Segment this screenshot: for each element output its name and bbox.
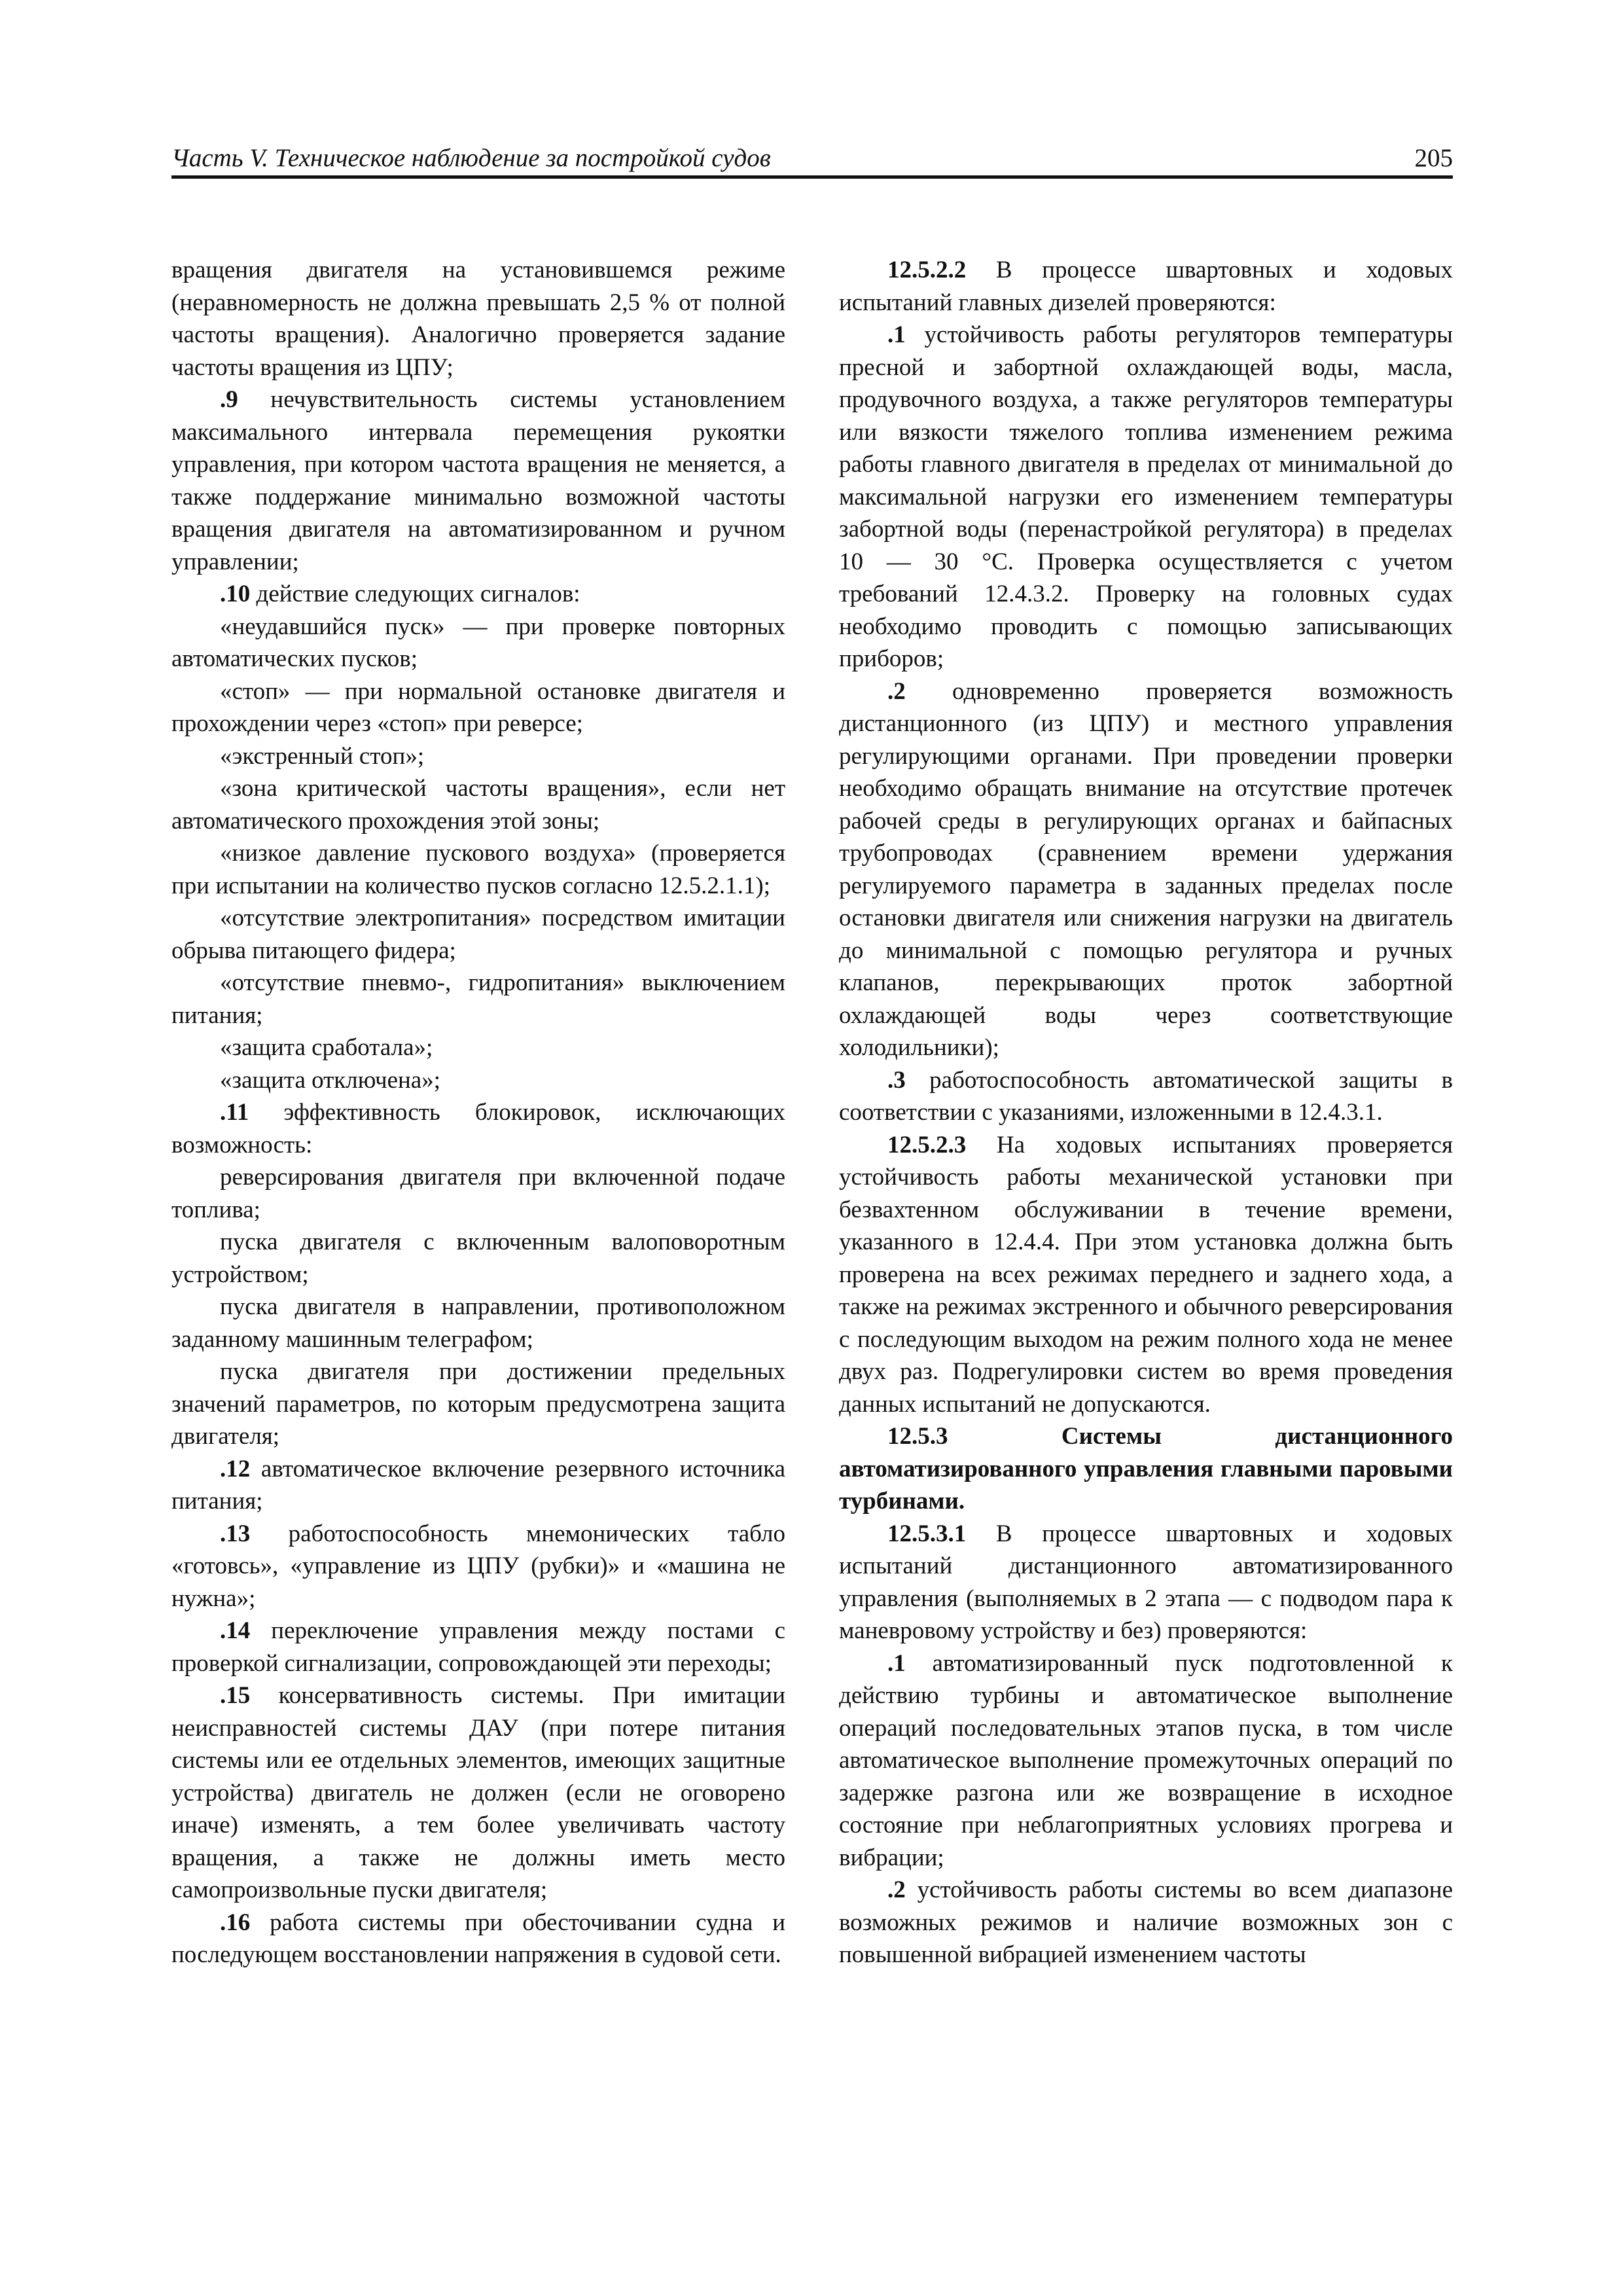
paragraph: .9 нечувствительность системы установлением максимального интервала перемещения рукоятки управления, при котором частота вращения не меняется, а также поддержание минимально возможной частоты вращения двигателя на автоматизированном и ручном управлении; [171,386,785,575]
paragraph: .16 работа системы при обесточивании судна и последующем восстановлении напряжения в судовой сети. [171,1909,785,1968]
paragraph: .2 устойчивость работы системы во всем диапазоне возможных режимов и наличие возможных зон с повышенной вибрацией изменением частоты [839,1876,1453,1968]
paragraph: «низкое давление пускового воздуха» (проверяется при испытании на количество пусков согласно 12.5.2.1.1); [171,840,785,899]
paragraph: 12.5.2.2 В процессе швартовных и ходовых испытаний главных дизелей проверяются: [839,257,1453,316]
paragraph: 12.5.2.3 На ходовых испытаниях проверяется устойчивость работы механической установки при безвахтенном обслуживании в течение времени, указанного в 12.4.4. При этом установка должна быть проверена на всех режимах переднего и заднего хода, а также на режимах экстренного и обычного реверсирования с последующим выходом на режим полного хода не менее двух раз. Подрегулировки систем во время проведения данных испытаний не допускаются. [839,1131,1453,1418]
paragraph: «стоп» — при нормальной остановке двигателя и прохождении через «стоп» при реверсе; [171,677,785,737]
paragraph: реверсирования двигателя при включенной подаче топлива; [171,1164,785,1223]
section-heading: 12.5.3 Системы дистанционного автоматизированного управления главными паровыми турбинами. [839,1423,1453,1515]
paragraph: «неудавшийся пуск» — при проверке повторных автоматических пусков; [171,613,785,672]
paragraph: .2 одновременно проверяется возможность дистанционного (из ЦПУ) и местного управления регулирующими органами. При проведении проверки необходимо обращать внимание на отсутствие протечек рабочей среды в регулирующих органах и байпасных трубопроводах (сравнением времени удержания регулируемого параметра в заданных пределах после остановки двигателя или снижения нагрузки на двигатель до минимальной с помощью регулятора и ручных клапанов, перекрывающих проток забортной охлаждающей воды через соответствующие холодильники); [839,677,1453,1061]
paragraph: .1 автоматизированный пуск подготовленной к действию турбины и автоматическое выполнение операций последовательных этапов пуска, в том числе автоматическое выполнение промежуточных операций по задержке разгона или же возвращение в исходное состояние при неблагоприятных условиях прогрева и вибрации; [839,1649,1453,1871]
header-rule [171,175,1453,179]
page-number: 205 [1414,144,1453,172]
paragraph: .14 переключение управления между постами с проверкой сигнализации, сопровождающей эти переходы; [171,1617,785,1677]
paragraph: .1 устойчивость работы регуляторов температуры пресной и забортной охлаждающей воды, масла, продувочного воздуха, а также регуляторов температуры или вязкости тяжелого топлива изменением режима работы главного двигателя в пределах от минимальной до максимальной нагрузки его изменением температуры забортной воды (перенастройкой регулятора) в пределах 10 — 30 °С. Проверка осуществляется с учетом требований 12.4.3.2. Проверку на головных судах необходимо проводить с помощью записывающих приборов; [839,321,1453,672]
paragraph: «защита сработала»; [220,1034,433,1061]
paragraph: .11 эффективность блокировок, исключающих возможность: [171,1099,785,1158]
paragraph: вращения двигателя на установившемся режиме (неравномерность не должна превышать 2,5 % от полной частоты вращения). Аналогично проверяется задание частоты вращения из ЦПУ; [171,257,785,381]
paragraph: пуска двигателя в направлении, противоположном заданному машинным телеграфом; [171,1293,785,1353]
paragraph: 12.5.3.1 В процессе швартовных и ходовых испытаний дистанционного автоматизированного управления (выполняемых в 2 этапа — с подводом пара к маневровому устройству и без) проверяются: [839,1520,1453,1644]
paragraph: пуска двигателя с включенным валоповоротным устройством; [171,1229,785,1288]
paragraph: «экстренный стоп»; [220,742,425,770]
paragraph: «защита отключена»; [220,1066,441,1094]
paragraph: «отсутствие электропитания» посредством имитации обрыва питающего фидера; [171,905,785,964]
paragraph: пуска двигателя при достижении предельных значений параметров, по которым предусмотрена защита двигателя; [171,1358,785,1450]
right-column [839,254,1453,1971]
paragraph: .10 действие следующих сигналов: [220,581,580,607]
paragraph: .12 автоматическое включение резервного источника питания; [171,1455,785,1515]
paragraph: «зона критической частоты вращения», если нет автоматического прохождения этой зоны; [171,775,785,834]
paragraph: «отсутствие пневмо-, гидропитания» выключением питания; [171,969,785,1029]
left-column [171,254,785,1971]
paragraph: .13 работоспособность мнемонических табло «готовсь», «управление из ЦПУ (рубки)» и «машина не нужна»; [171,1520,785,1612]
running-title: Часть V. Техническое наблюдение за постройкой судов [171,144,771,172]
running-header [171,143,1453,174]
paragraph: .15 консервативность системы. При имитации неисправностей системы ДАУ (при потере питания системы или ее отдельных элементов, имеющих защитные устройства) двигатель не должен (если не оговорено иначе) изменять, а тем более увеличивать частоту вращения, а также не должны иметь место самопроизвольные пуски двигателя; [171,1682,785,1903]
paragraph: .3 работоспособность автоматической защиты в соответствии с указаниями, изложенными в 12.4.3.1. [839,1066,1453,1126]
